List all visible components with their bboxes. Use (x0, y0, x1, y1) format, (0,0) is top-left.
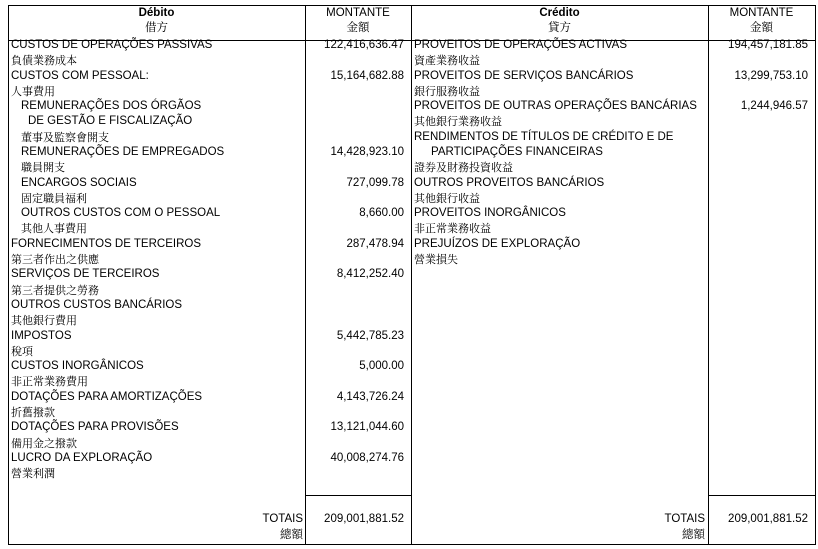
credit-amount: 194,457,181.85 (728, 39, 808, 51)
debit-amount: 15,164,682.88 (330, 70, 404, 82)
debit-account-label-zh: 職員開支 (21, 161, 65, 174)
totals-divider-debit (305, 495, 412, 496)
debit-account-label: OUTROS CUSTOS BANCÁRIOS (11, 299, 183, 311)
credit-column-left-border (411, 5, 412, 545)
totals-divider-credit (708, 495, 816, 496)
credit-header-zh: 貸方 (548, 22, 571, 34)
table-left-border (8, 5, 9, 545)
debit-total-amount: 209,001,881.52 (324, 513, 404, 525)
credit-account-label-zh: 其他銀行業務收益 (414, 115, 502, 128)
debit-account-label: REMUNERAÇÕES DE EMPREGADOS (21, 146, 225, 158)
credit-account-label: PROVEITOS INORGÂNICOS (414, 207, 566, 219)
debit-account-label-zh: 人事費用 (11, 85, 55, 98)
amount-header-zh: 金額 (346, 22, 370, 34)
debit-account-label-zh: 其他銀行費用 (11, 314, 77, 327)
credit-account-label-zh: 證券及財務投資收益 (414, 161, 513, 174)
credit-account-label: PREJUÍZOS DE EXPLORAÇÃO (414, 238, 581, 250)
debit-totals-label: TOTAIS (262, 513, 303, 525)
credit-account-label-zh: 其他銀行收益 (414, 192, 480, 205)
income-statement-table (8, 5, 816, 545)
credit-amount-header (708, 6, 815, 40)
debit-account-label-zh: 負債業務成本 (11, 54, 77, 67)
amount-header-pt: MONTANTE (729, 7, 794, 19)
debit-header (8, 6, 305, 40)
credit-amount-left-border (708, 5, 709, 545)
credit-account-label: PROVEITOS DE SERVIÇOS BANCÁRIOS (414, 70, 634, 82)
debit-amount: 40,008,274.76 (330, 452, 404, 464)
debit-amount-header (305, 6, 411, 40)
debit-account-label: DE GESTÃO E FISCALIZAÇÃO (28, 115, 193, 127)
debit-account-label: CUSTOS INORGÂNICOS (11, 360, 144, 372)
debit-account-label: FORNECIMENTOS DE TERCEIROS (11, 238, 201, 250)
credit-amount: 13,299,753.10 (734, 70, 808, 82)
debit-amount: 5,442,785.23 (336, 330, 404, 342)
debit-amount-left-border (305, 5, 306, 545)
debit-account-label: DOTAÇÕES PARA PROVISÕES (11, 421, 179, 433)
credit-amount: 1,244,946.57 (740, 100, 808, 112)
debit-amount: 14,428,923.10 (330, 146, 404, 158)
debit-account-label: ENCARGOS SOCIAIS (21, 177, 137, 189)
table-bottom-border (8, 544, 816, 545)
debit-account-label: REMUNERAÇÕES DOS ÓRGÃOS (21, 100, 202, 112)
debit-amount: 13,121,044.60 (330, 421, 404, 433)
debit-account-label: CUSTOS DE OPERAÇÕES PASSIVAS (11, 39, 213, 51)
debit-account-label-zh: 營業利潤 (11, 467, 55, 480)
debit-account-label-zh: 董事及監察會開支 (21, 131, 109, 144)
debit-amount: 5,000.00 (359, 360, 404, 372)
debit-amount: 122,416,636.47 (324, 39, 404, 51)
debit-amount: 727,099.78 (346, 177, 404, 189)
debit-amount: 8,660.00 (359, 207, 404, 219)
debit-account-label-zh: 非正常業務費用 (11, 375, 88, 388)
debit-amount: 4,143,726.24 (336, 391, 404, 403)
debit-account-label-zh: 其他人事費用 (21, 222, 87, 235)
credit-account-label: PROVEITOS DE OPERAÇÕES ACTIVAS (414, 39, 628, 51)
credit-account-label: RENDIMENTOS DE TÍTULOS DE CRÉDITO E DE (414, 131, 674, 143)
credit-totals-label: TOTAIS (664, 513, 705, 525)
credit-account-label: PARTICIPAÇÕES FINANCEIRAS (431, 146, 603, 158)
debit-account-label-zh: 備用金之撥款 (11, 437, 77, 450)
credit-account-label: OUTROS PROVEITOS BANCÁRIOS (414, 177, 605, 189)
credit-header (411, 6, 708, 40)
debit-amount: 8,412,252.40 (336, 268, 404, 280)
debit-account-label-zh: 稅項 (11, 345, 33, 358)
debit-account-label: IMPOSTOS (11, 330, 72, 342)
amount-header-zh: 金額 (750, 22, 773, 34)
debit-account-label: LUCRO DA EXPLORAÇÃO (11, 452, 153, 464)
credit-account-label-zh: 非正常業務收益 (414, 222, 491, 235)
debit-account-label: OUTROS CUSTOS COM O PESSOAL (21, 207, 221, 219)
debit-account-label-zh: 折舊撥款 (11, 406, 55, 419)
credit-account-label: PROVEITOS DE OUTRAS OPERAÇÕES BANCÁRIAS (414, 100, 697, 112)
debit-account-label: CUSTOS COM PESSOAL: (11, 70, 149, 82)
debit-header-pt: Débito (138, 7, 175, 19)
credit-account-label-zh: 資產業務收益 (414, 54, 480, 67)
debit-header-zh: 借方 (145, 22, 168, 34)
credit-account-label-zh: 營業損失 (414, 253, 458, 266)
credit-total-amount: 209,001,881.52 (728, 513, 808, 525)
amount-header-pt: MONTANTE (326, 7, 390, 19)
debit-amount: 287,478.94 (346, 238, 404, 250)
debit-account-label-zh: 固定職員福利 (21, 192, 87, 205)
debit-account-label: SERVIÇOS DE TERCEIROS (11, 268, 160, 280)
debit-account-label-zh: 第三者提供之勞務 (11, 284, 99, 297)
debit-account-label-zh: 第三者作出之供應 (11, 253, 99, 266)
credit-header-pt: Crédito (539, 7, 580, 19)
table-right-border (815, 5, 816, 545)
credit-totals-label-zh: 總額 (682, 527, 705, 541)
credit-account-label-zh: 銀行服務收益 (414, 85, 480, 98)
debit-account-label: DOTAÇÕES PARA AMORTIZAÇÕES (11, 391, 203, 403)
debit-totals-label-zh: 總額 (280, 527, 303, 541)
